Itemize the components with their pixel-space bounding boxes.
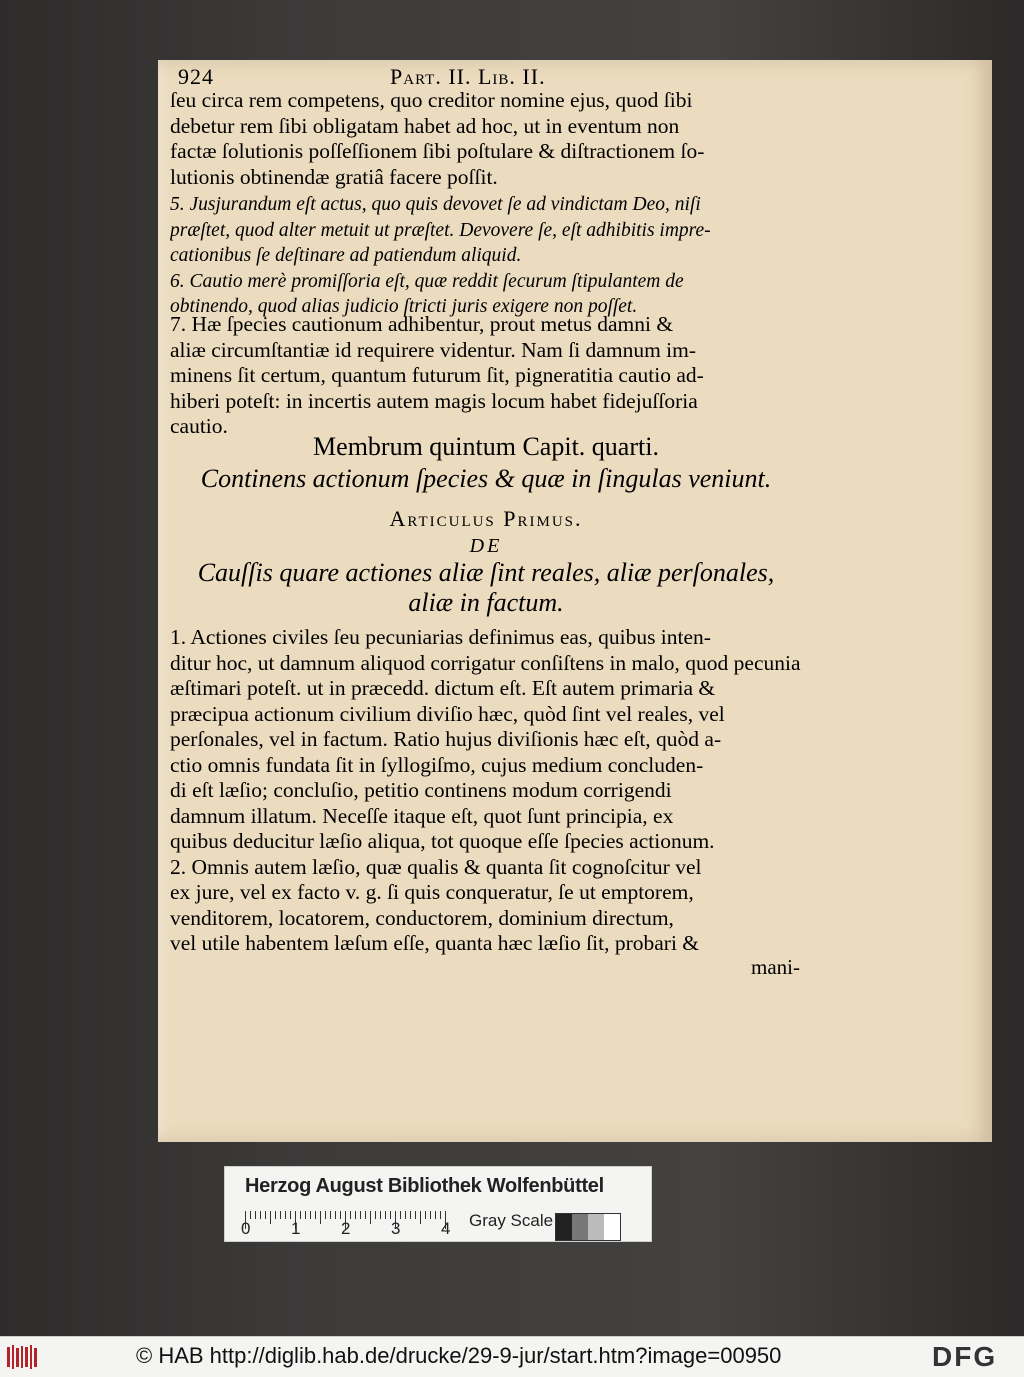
ruler-tick bbox=[340, 1211, 341, 1219]
paragraph-block-1 bbox=[170, 88, 802, 190]
paragraph-block-4 bbox=[170, 625, 802, 957]
ruler-tick bbox=[405, 1211, 406, 1219]
ruler-tick bbox=[415, 1211, 416, 1219]
ruler-tick bbox=[435, 1211, 436, 1219]
ruler-tick bbox=[390, 1211, 391, 1219]
heading-continens: Continens actionum ſpecies & quæ in ſingulas veniunt. bbox=[200, 464, 772, 493]
ruler-tick bbox=[335, 1211, 336, 1219]
text-line: 1. Actiones civiles ſeu pecuniarias definimus eas, quibus inten- bbox=[170, 625, 711, 649]
ruler-tick bbox=[420, 1211, 421, 1224]
ruler-tick bbox=[265, 1211, 266, 1219]
ruler-tick bbox=[290, 1211, 291, 1219]
ruler-tick bbox=[380, 1211, 381, 1219]
text-line: hiberi poteſt: in incertis autem magis locum habet fidejuſſoria bbox=[170, 388, 698, 413]
text-line: ſeu circa rem competens, quo creditor nomine ejus, quod ſibi bbox=[170, 88, 693, 112]
ruler-tick bbox=[315, 1211, 316, 1219]
footer-bar bbox=[0, 1336, 1024, 1377]
text-line: ex jure, vel ex facto v. g. ſi quis conqueratur, ſe ut emptorem, bbox=[170, 880, 694, 904]
text-line: minens ſit certum, quantum futurum ſit, pigneratitia cautio ad- bbox=[170, 363, 704, 387]
heading-causis bbox=[170, 558, 802, 618]
ruler-tick bbox=[325, 1211, 326, 1219]
ruler-tick bbox=[255, 1211, 256, 1219]
catchword: mani- bbox=[751, 955, 800, 979]
text-line: cationibus ſe deſtinare ad patiendum aliquid. bbox=[170, 245, 522, 266]
text-line: vel utile habentem læſum eſſe, quanta hæc læſio ſit, probari & bbox=[170, 931, 700, 955]
ruler-tick bbox=[425, 1211, 426, 1219]
ruler-tick bbox=[410, 1211, 411, 1219]
footer-url[interactable]: © HAB http://diglib.hab.de/drucke/29-9-jur/start.htm?image=00950 bbox=[136, 1343, 782, 1368]
text-line: aliæ circumſtantiæ id requirere videntur. Nam ſi damnum im- bbox=[170, 337, 697, 362]
ruler bbox=[245, 1211, 457, 1231]
text-line: ctio omnis fundata ſit in ſyllogiſmo, cujus medium concluden- bbox=[170, 752, 704, 777]
page-number: 924 bbox=[178, 64, 214, 89]
ruler-tick bbox=[355, 1211, 356, 1219]
heading-de: DE bbox=[469, 535, 503, 557]
ruler-tick bbox=[330, 1211, 331, 1219]
paragraph-block-2 bbox=[170, 192, 802, 320]
running-title: Part. II. Lib. II. bbox=[390, 64, 546, 89]
hab-logo-icon bbox=[6, 1343, 40, 1371]
text-line: præcipua actionum civilium diviſio hæc, quòd ſint vel reales, vel bbox=[170, 701, 725, 726]
ruler-tick bbox=[350, 1211, 351, 1219]
text-line: 5. Jusjurandum eſt actus, quo quis devovet ſe ad vindictam Deo, niſi bbox=[170, 194, 701, 215]
paragraph-block-3 bbox=[170, 312, 802, 440]
ruler-tick bbox=[375, 1211, 376, 1219]
gray-scale-swatch bbox=[555, 1213, 621, 1241]
heading-causis-line-2: aliæ in factum. bbox=[408, 588, 564, 617]
text-line: factæ ſolutionis poſſeſſionem ſibi poſtulare & diſtractionem ſo- bbox=[170, 139, 705, 163]
text-line: di eſt læſio; concluſio, petitio continens modum corrigendi bbox=[170, 778, 672, 802]
dfg-logo: DFG bbox=[932, 1341, 998, 1372]
heading-articulus: Articulus Primus. bbox=[389, 506, 583, 531]
ruler-tick bbox=[370, 1211, 371, 1224]
text-line: quibus deducitur læſio aliqua, tot quoque eſſe ſpecies actionum. bbox=[170, 829, 715, 853]
ruler-number: 4 bbox=[441, 1219, 451, 1238]
ruler-tick bbox=[360, 1211, 361, 1219]
ruler-number: 3 bbox=[391, 1219, 401, 1238]
ruler-tick bbox=[310, 1211, 311, 1219]
heading-causis-line-1: Cauſſis quare actiones aliæ ſint reales, aliæ perſonales, bbox=[197, 558, 775, 587]
text-line: damnum illatum. Neceſſe itaque eſt, quot ſunt principia, ex bbox=[170, 803, 674, 828]
text-line: præſtet, quod alter metuit ut præſtet. Devovere ſe, eſt adhibitis impre- bbox=[170, 219, 711, 241]
ruler-tick bbox=[385, 1211, 386, 1219]
text-line: ditur hoc, ut damnum aliquod corrigatur conſiſtens in malo, quod pecunia bbox=[170, 650, 801, 675]
ruler-tick bbox=[280, 1211, 281, 1219]
text-line: 6. Cautio merè promiſſoria eſt, quæ reddit ſecurum ſtipulantem de bbox=[170, 270, 684, 292]
text-line: debetur rem ſibi obligatam habet ad hoc, ut in eventum non bbox=[170, 113, 680, 138]
ruler-tick bbox=[275, 1211, 276, 1219]
text-line: 7. Hæ ſpecies cautionum adhibentur, prout metus damni & bbox=[170, 312, 674, 336]
text-line: venditorem, locatorem, conductorem, dominium directum, bbox=[170, 905, 674, 930]
text-line: obtinendo, quod alias judicio ſtricti juris exigere non poſſet. bbox=[170, 296, 638, 317]
library-label bbox=[224, 1166, 652, 1242]
ruler-tick bbox=[250, 1211, 251, 1219]
ruler-tick bbox=[400, 1211, 401, 1219]
ruler-tick bbox=[365, 1211, 366, 1219]
text-line: perſonales, vel in factum. Ratio hujus diviſionis hæc eſt, quòd a- bbox=[170, 727, 722, 751]
ruler-tick bbox=[305, 1211, 306, 1219]
text-line: æſtimari poteſt. ut in præcedd. dictum eſt. Eſt autem primaria & bbox=[170, 676, 716, 700]
library-name: Herzog August Bibliothek Wolfenbüttel bbox=[245, 1175, 604, 1197]
ruler-tick bbox=[320, 1211, 321, 1224]
text-line: lutionis obtinendæ gratiâ facere poſſit. bbox=[170, 164, 498, 189]
text-line: cautio. bbox=[170, 414, 228, 438]
ruler-tick bbox=[430, 1211, 431, 1219]
text-line: 2. Omnis autem læſio, quæ qualis & quanta ſit cognoſcitur vel bbox=[170, 854, 702, 879]
heading-membrum: Membrum quintum Capit. quarti. bbox=[313, 432, 659, 461]
ruler-tick bbox=[285, 1211, 286, 1219]
ruler-tick bbox=[260, 1211, 261, 1219]
ruler-tick bbox=[300, 1211, 301, 1219]
ruler-tick bbox=[440, 1211, 441, 1219]
ruler-tick bbox=[270, 1211, 271, 1224]
gray-scale-label: Gray Scale bbox=[469, 1211, 554, 1230]
ruler-number: 2 bbox=[341, 1219, 351, 1238]
ruler-number: 0 bbox=[241, 1219, 251, 1238]
ruler-number: 1 bbox=[291, 1219, 301, 1238]
